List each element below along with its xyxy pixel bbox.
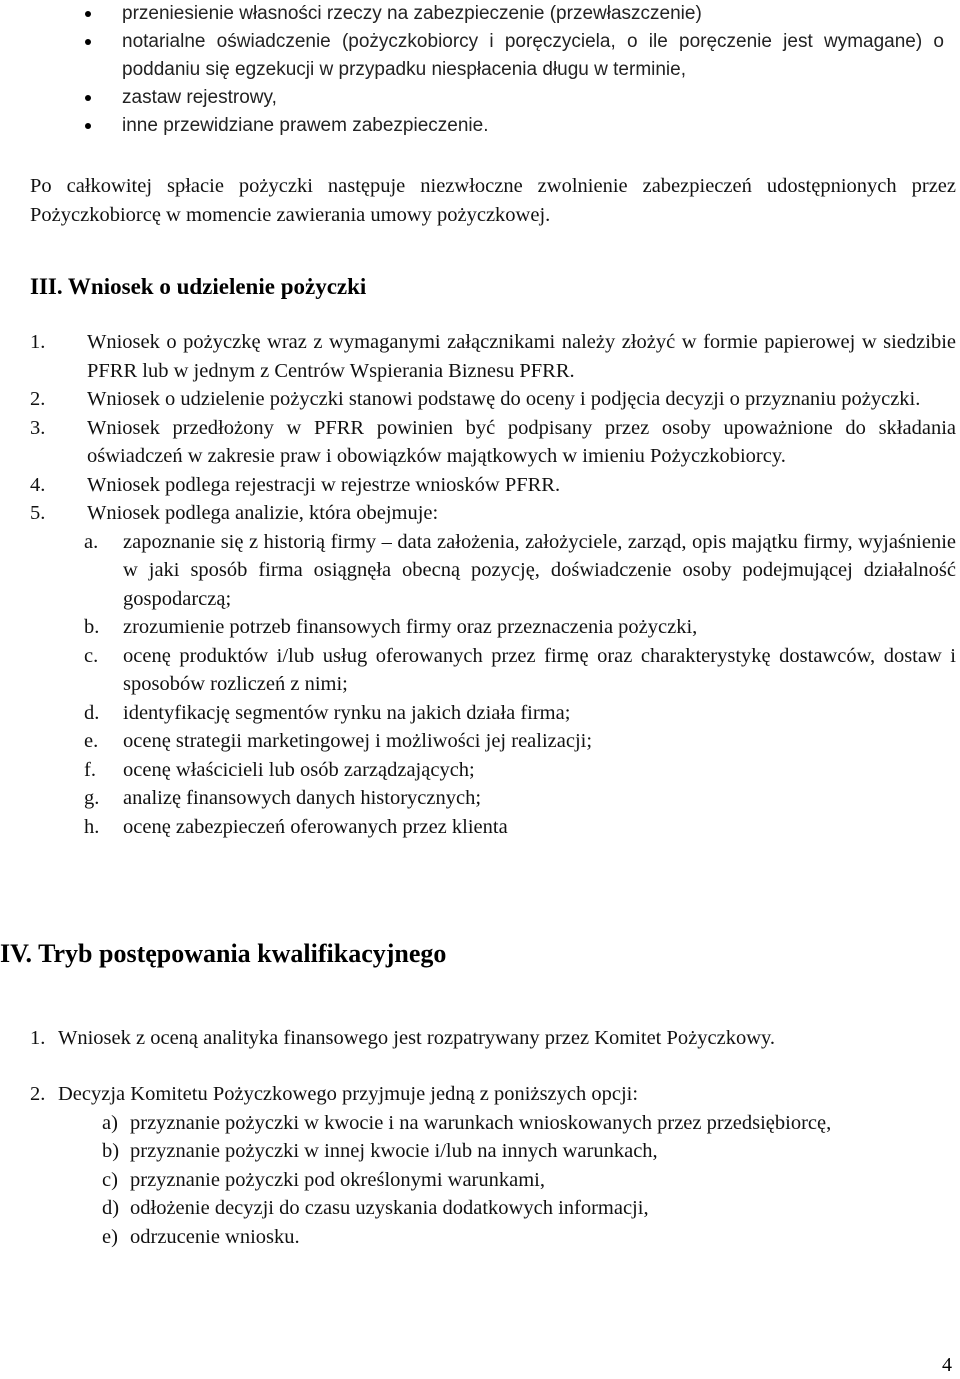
option-item: b) przyznanie pożyczki w innej kwocie i/lub na innych warunkach, bbox=[102, 1140, 658, 1162]
bullet-item: przeniesienie własności rzeczy na zabezpieczenie (przewłaszczenie) bbox=[0, 0, 960, 28]
sublist-item: e. ocenę strategii marketingowej i możliwości jej realizacji; bbox=[84, 730, 593, 752]
option-item: e) odrzucenie wniosku. bbox=[102, 1225, 300, 1248]
section-3-heading: III. Wniosek o udzielenie pożyczki bbox=[30, 274, 367, 299]
bullet-item: inne przewidziane prawem zabezpieczenie. bbox=[0, 112, 960, 140]
sublist-item: h. ocenę zabezpieczeń oferowanych przez klienta bbox=[84, 815, 508, 838]
sublist-item: f. ocenę właścicieli lub osób zarządzających; bbox=[84, 758, 475, 781]
list-item: 2. Wniosek o udzielenie pożyczki stanowi podstawę do oceny i podjęcia decyzji o przyznaniu pożyczki. bbox=[30, 388, 921, 410]
bullet-item: notarialne oświadczenie (pożyczkobiorcy i poręczyciela, o ile poręczenie jest wymagane) o poddaniu się egzekucji w przypadku niespłacenia długu w terminie, bbox=[0, 28, 960, 84]
sublist-item: b. zrozumienie potrzeb finansowych firmy oraz przeznaczenia pożyczki, bbox=[84, 616, 698, 638]
page-number: 4 bbox=[942, 1354, 952, 1376]
bullet-icon bbox=[85, 39, 91, 45]
collateral-bullet-list bbox=[0, 0, 960, 140]
list-item: 5. Wniosek podlega analizie, która obejmuje: bbox=[30, 502, 439, 524]
release-paragraph: Po całkowitej spłacie pożyczki następuje niezwłoczne zwolnienie zabezpieczeń udostępnionych przez Pożyczkobiorcę w momencie zawierania umowy pożyczkowej. bbox=[30, 175, 956, 226]
option-item: d) odłożenie decyzji do czasu uzyskania dodatkowych informacji, bbox=[102, 1197, 649, 1219]
option-item: a) przyznanie pożyczki w kwocie i na warunkach wnioskowanych przez przedsiębiorcę, bbox=[102, 1111, 832, 1134]
list-item: 1. Wniosek o pożyczkę wraz z wymaganymi załącznikami należy złożyć w formie papierowej w siedzibie PFRR lub w jednym z Centrów Wspierania Biznesu PFRR. bbox=[30, 331, 956, 382]
option-item: c) przyznanie pożyczki pod określonymi warunkami, bbox=[102, 1168, 545, 1191]
section-4-para-2: 2. Decyzja Komitetu Pożyczkowego przyjmuje jedną z poniższych opcji: a) przyznanie pożyczki w kwocie i na warunkach wnioskowanych przez przedsiębiorcę, b) przyznanie pożyczki w innej kwocie i/lub na innych warunkach, c) przyznanie pożyczki pod określonymi warunkami, d) odłożenie decyzji do czasu uzyskania dodatkowych informacji, e) odrzucenie wniosku. bbox=[30, 1080, 956, 1251]
decision-options-list bbox=[30, 1109, 956, 1252]
bullet-icon bbox=[85, 11, 91, 17]
sublist-item: d. identyfikację segmentów rynku na jakich działa firma; bbox=[84, 701, 571, 724]
analysis-sublist bbox=[30, 528, 956, 842]
sublist-item: a. zapoznanie się z historią firmy – data założenia, założyciele, zarząd, opis majątku firmy, wyjaśnienie w jaki sposób firma osiągnęła obecną pozycję, doświadczenie osoby podejmującej działalność gospodarczą; bbox=[84, 530, 956, 610]
sublist-item: g. analizę finansowych danych historycznych; bbox=[84, 787, 482, 809]
bullet-item: zastaw rejestrowy, bbox=[0, 84, 960, 112]
list-item: 4. Wniosek podlega rejestracji w rejestrze wniosków PFRR. bbox=[30, 473, 561, 496]
list-item: 3. Wniosek przedłożony w PFRR powinien być podpisany przez osoby upoważnione do składania oświadczeń w zakresie praw i obowiązków majątkowych w imieniu Pożyczkobiorcy. bbox=[30, 416, 956, 467]
bullet-icon bbox=[85, 123, 91, 129]
section-4-heading: IV. Tryb postępowania kwalifikacyjnego bbox=[0, 939, 447, 968]
section-4-para-1: 1. Wniosek z oceną analityka finansowego jest rozpatrywany przez Komitet Pożyczkowy. bbox=[30, 1027, 776, 1049]
sublist-item: c. ocenę produktów i/lub usług oferowanych przez firmę oraz charakterystykę dostawców, dostaw i sposobów rozliczeń z nimi; bbox=[84, 644, 956, 695]
bullet-icon bbox=[85, 95, 91, 101]
section-3-list bbox=[30, 328, 956, 841]
